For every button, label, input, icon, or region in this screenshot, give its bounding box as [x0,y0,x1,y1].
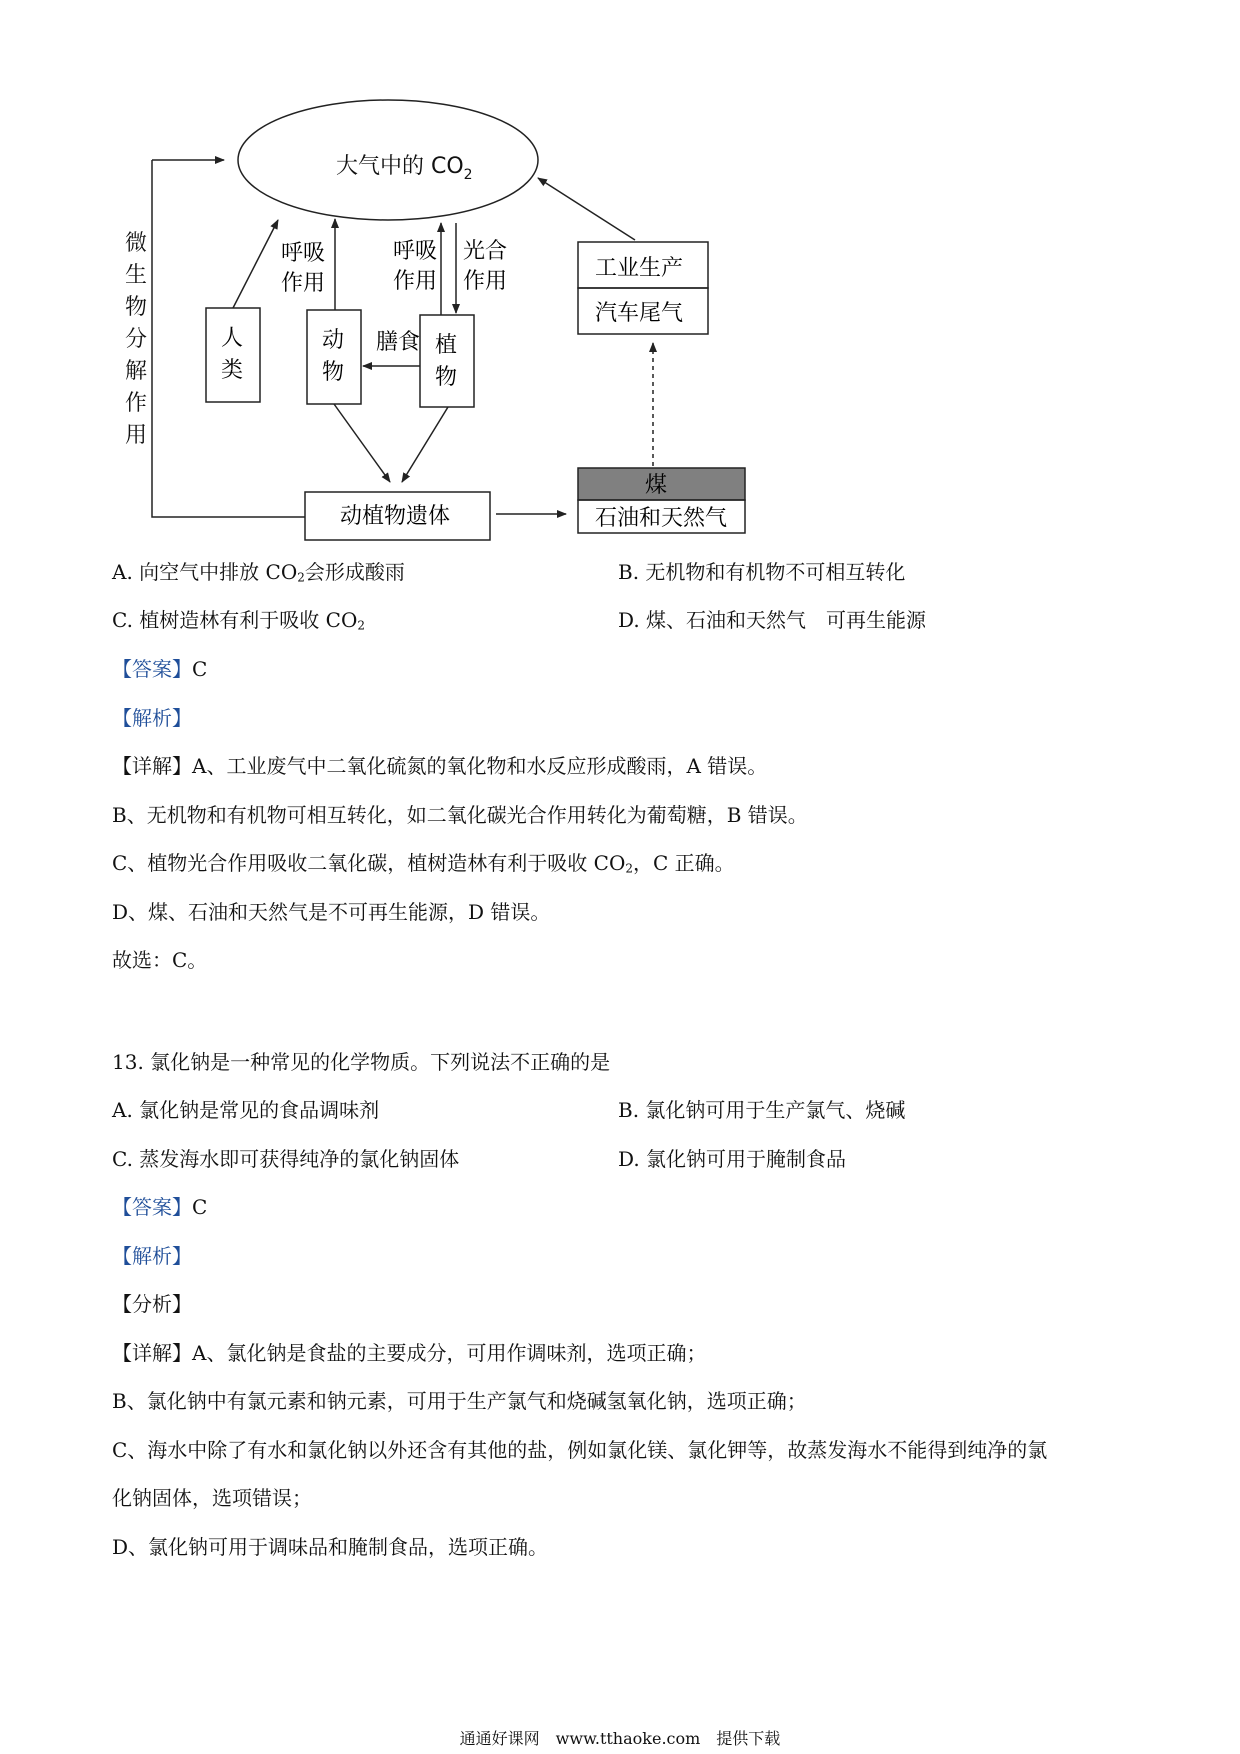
photosynthesis-label: 光合 [463,239,508,264]
svg-text:作: 作 [125,391,148,416]
q12-option-d: D. 煤、石油和天然气 可再生能源 [618,608,927,632]
svg-text:工业生产: 工业生产 [595,256,684,281]
respiration-label-2: 呼吸 [393,239,438,264]
q12-detail-a: 【详解】A、工业废气中二氧化硫氮的氧化物和水反应形成酸雨，A 错误。 [112,754,768,778]
svg-text:人: 人 [221,326,244,351]
page-footer: 通通好课网 www.tthaoke.com 提供下载 [459,1729,781,1748]
svg-text:煤: 煤 [645,473,668,498]
svg-text:分: 分 [125,327,148,352]
svg-text:类: 类 [221,358,244,383]
q12-option-a: A. 向空气中排放 $CO_2$会形成酸雨 [112,560,405,585]
human-box [206,308,260,402]
svg-text:物: 物 [322,360,345,385]
svg-text:动植物遗体: 动植物遗体 [340,504,451,529]
q13-detail-d: D、氯化钠可用于调味品和腌制食品，选项正确。 [112,1535,549,1559]
microbe-label [125,231,147,448]
svg-text:微: 微 [125,231,148,256]
svg-text:汽车尾气: 汽车尾气 [595,301,684,326]
q12-detail-d: D、煤、石油和天然气是不可再生能源，D 错误。 [112,900,551,924]
q13-option-c: C. 蒸发海水即可获得纯净的氯化钠固体 [112,1147,460,1171]
q13-option-b: B. 氯化钠可用于生产氯气、烧碱 [618,1098,906,1122]
q12-analysis-tag: 【解析】 [112,706,192,730]
q13-analysis-tag: 【解析】 [112,1244,192,1268]
q12-detail-c: C、植物光合作用吸收二氧化碳，植树造林有利于吸收 $CO_2$，C 正确。 [112,851,735,876]
q12-answer: 【答案】C [112,657,208,681]
q13-detail-c-line2: 化钠固体，选项错误； [112,1486,312,1510]
food-label: 膳食 [376,330,421,355]
svg-text:物: 物 [125,295,148,320]
q13-option-d: D. 氯化钠可用于腌制食品 [618,1147,847,1171]
plant-box [420,315,474,407]
svg-text:石油和天然气: 石油和天然气 [595,506,728,531]
svg-text:作用: 作用 [463,269,508,294]
q13-fenxi-tag: 【分析】 [112,1292,192,1316]
svg-text:解: 解 [125,359,148,384]
svg-text:植: 植 [435,333,458,358]
svg-text:作用: 作用 [281,271,326,296]
co2-label: 大气中的 $CO_2$ [336,154,473,183]
q13-detail-a: 【详解】A、氯化钠是食盐的主要成分，可用作调味剂，选项正确； [112,1341,707,1365]
q12-option-b: B. 无机物和有机物不可相互转化 [618,560,906,584]
carbon-cycle-diagram [0,0,1240,560]
q13-detail-c-line1: C、海水中除了有水和氯化钠以外还含有其他的盐，例如氯化镁、氯化钾等，故蒸发海水不能得到纯净的氯 [112,1438,1048,1462]
q13-detail-b: B、氯化钠中有氯元素和钠元素，可用于生产氯气和烧碱氢氧化钠，选项正确； [112,1389,807,1413]
svg-text:动: 动 [322,328,345,353]
svg-text:用: 用 [125,423,148,448]
respiration-label-1: 呼吸 [281,241,326,266]
q12-conclusion: 故选：C。 [112,948,208,972]
q13-answer: 【答案】C [112,1195,208,1219]
svg-text:生: 生 [125,263,148,288]
q12-option-c: C. 植树造林有利于吸收 $CO_2$ [112,608,366,633]
q13-stem: 13. 氯化钠是一种常见的化学物质。下列说法不正确的是 [112,1050,611,1074]
svg-text:物: 物 [435,365,458,390]
svg-text:作用: 作用 [393,269,438,294]
q12-detail-b: B、无机物和有机物可相互转化，如二氧化碳光合作用转化为葡萄糖，B 错误。 [112,803,808,827]
q13-option-a: A. 氯化钠是常见的食品调味剂 [112,1098,380,1122]
animal-box [307,310,361,404]
